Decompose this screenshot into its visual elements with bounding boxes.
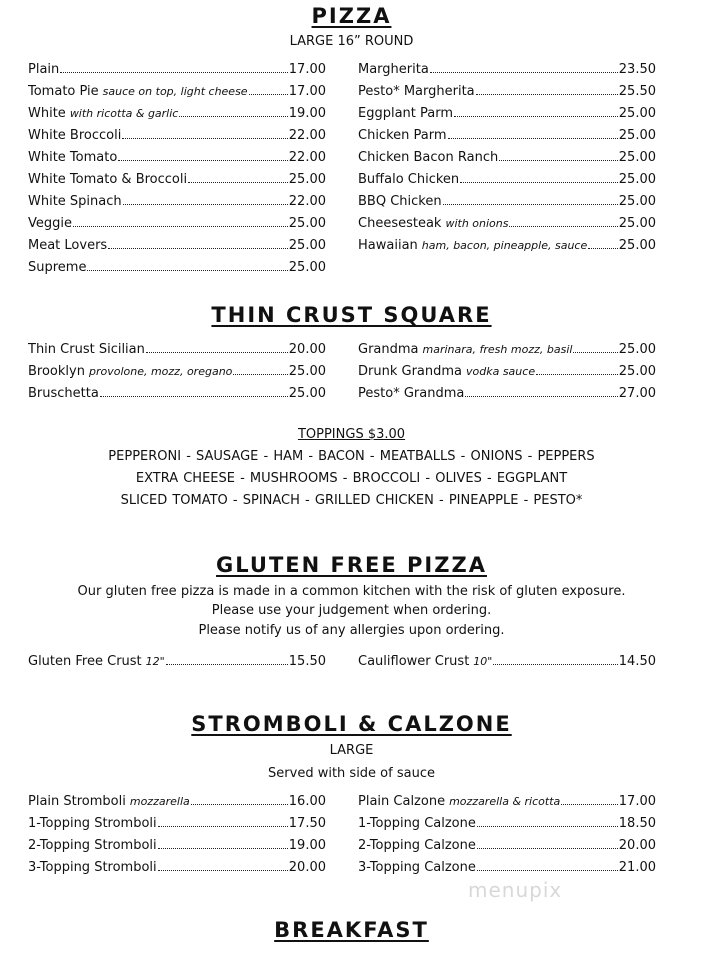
menu-item-name: Cauliflower Crust (358, 654, 470, 669)
menu-item-price: 19.00 (288, 838, 326, 853)
menu-item (358, 813, 656, 835)
thin-crust-right-column (358, 339, 656, 405)
thin-crust-left-column (28, 339, 326, 405)
menu-item-name: Gluten Free Crust (28, 654, 142, 669)
breakfast-section-title: BREAKFAST (274, 918, 429, 942)
dot-leader (87, 270, 287, 271)
menu-item-description: sauce on top, light cheese (102, 85, 248, 98)
menu-item-description: ham, bacon, pineapple, sauce (421, 239, 588, 252)
menu-item-price: 25.00 (618, 194, 656, 209)
menu-item-name: 1-Topping Calzone (358, 816, 476, 831)
menu-item (358, 59, 656, 81)
menu-item-price: 25.00 (288, 260, 326, 275)
menu-item-name: Buffalo Chicken (358, 172, 460, 187)
menu-item-price: 18.50 (618, 816, 656, 831)
menu-item (28, 383, 326, 405)
menu-item-name: Supreme (28, 260, 87, 275)
menu-item-description: with onions (445, 217, 509, 230)
dot-leader (188, 182, 288, 183)
gluten-free-section-title: GLUTEN FREE PIZZA (216, 553, 487, 577)
dot-leader (573, 352, 617, 353)
gluten-free-left-column (28, 651, 326, 673)
menu-item-name: Eggplant Parm (358, 106, 454, 121)
menu-item-description: vodka sauce (466, 365, 536, 378)
dot-leader (477, 826, 618, 827)
menu-item-name: Veggie (28, 216, 72, 231)
menu-item-name: White Spinach (28, 194, 122, 209)
menu-item-price: 25.00 (618, 106, 656, 121)
menu-item (358, 103, 656, 125)
menu-item-name: Bruschetta (28, 386, 99, 401)
dot-leader (477, 870, 618, 871)
menu-item-name: White Tomato & Broccoli (28, 172, 188, 187)
menu-item-name: Tomato Pie (28, 84, 99, 99)
menu-item-price: 25.00 (288, 172, 326, 187)
gluten-free-note-2: Please use your judgement when ordering. (211, 603, 492, 618)
menu-item-price: 20.00 (618, 838, 656, 853)
dot-leader (249, 94, 288, 95)
menu-item-price: 22.00 (288, 194, 326, 209)
menu-item (358, 191, 656, 213)
menu-item (28, 213, 326, 235)
menu-item (28, 103, 326, 125)
dot-leader (158, 870, 288, 871)
stromboli-subtitle-large: LARGE (329, 743, 374, 758)
menu-item (28, 791, 326, 813)
pizza-right-column (358, 59, 656, 257)
menu-item-price: 25.00 (618, 150, 656, 165)
dot-leader (73, 226, 288, 227)
pizza-subtitle: LARGE 16” ROUND (289, 34, 414, 49)
dot-leader (118, 160, 287, 161)
menu-item-name: Meat Lovers (28, 238, 108, 253)
menu-item (28, 147, 326, 169)
dot-leader (477, 848, 618, 849)
menu-item-name: Cheesesteak (358, 216, 442, 231)
menu-item-description: marinara, fresh mozz, basil (422, 343, 573, 356)
menu-item-description: provolone, mozz, oregano (88, 365, 233, 378)
menu-item (358, 857, 656, 879)
menu-item (358, 651, 656, 673)
calzone-right-column (358, 791, 656, 879)
dot-leader (509, 226, 617, 227)
stromboli-section-title: STROMBOLI & CALZONE (191, 712, 512, 736)
dot-leader (100, 396, 288, 397)
menu-item (358, 383, 656, 405)
menu-item (28, 169, 326, 191)
gluten-free-note-1: Our gluten free pizza is made in a common kitchen with the risk of gluten exposure. (77, 584, 626, 599)
dot-leader (191, 804, 288, 805)
menu-item-price: 23.50 (618, 62, 656, 77)
menu-item-price: 17.50 (288, 816, 326, 831)
menu-item-price: 25.00 (618, 216, 656, 231)
dot-leader (179, 116, 287, 117)
dot-leader (493, 664, 617, 665)
menu-item-price: 25.00 (618, 128, 656, 143)
dot-leader (123, 204, 288, 205)
menu-item (28, 59, 326, 81)
dot-leader (122, 138, 287, 139)
menu-item (28, 125, 326, 147)
menu-item (28, 813, 326, 835)
menu-item (358, 339, 656, 361)
menu-item-description: 12" (145, 655, 165, 668)
menu-item-name: Brooklyn (28, 364, 85, 379)
menu-item-price: 22.00 (288, 150, 326, 165)
toppings-line-2: EXTRA CHEESE - MUSHROOMS - BROCCOLI - OLIVES - EGGPLANT (135, 471, 568, 486)
gluten-free-right-column (358, 651, 656, 673)
menu-item-price: 17.00 (288, 62, 326, 77)
dot-leader (146, 352, 288, 353)
dot-leader (108, 248, 288, 249)
menu-item-name: White (28, 106, 66, 121)
stromboli-left-column (28, 791, 326, 879)
menu-item-name: White Tomato (28, 150, 118, 165)
thin-crust-section-title: THIN CRUST SQUARE (211, 303, 492, 327)
menu-item-price: 17.00 (618, 794, 656, 809)
dot-leader (158, 848, 288, 849)
menu-item-name: 2-Topping Stromboli (28, 838, 157, 853)
menu-item (28, 339, 326, 361)
menu-item-description: with ricotta & garlic (69, 107, 179, 120)
menu-item-price: 25.00 (618, 342, 656, 357)
menu-item (358, 81, 656, 103)
menu-item-description: 10" (473, 655, 493, 668)
pizza-left-column (28, 59, 326, 279)
menu-item-price: 20.00 (288, 342, 326, 357)
menu-item (28, 651, 326, 673)
menu-item (28, 835, 326, 857)
dot-leader (536, 374, 618, 375)
menu-item-name: 3-Topping Stromboli (28, 860, 157, 875)
dot-leader (430, 72, 618, 73)
dot-leader (60, 72, 288, 73)
menu-item-price: 19.00 (288, 106, 326, 121)
menu-item (28, 361, 326, 383)
dot-leader (443, 204, 618, 205)
dot-leader (476, 94, 618, 95)
menu-item-price: 21.00 (618, 860, 656, 875)
menu-item (28, 81, 326, 103)
menu-item-name: 2-Topping Calzone (358, 838, 476, 853)
dot-leader (233, 374, 287, 375)
menu-item (358, 791, 656, 813)
menu-item-name: BBQ Chicken (358, 194, 442, 209)
menu-item-description: mozzarella & ricotta (449, 795, 561, 808)
menu-item-price: 25.00 (618, 364, 656, 379)
menu-item (28, 257, 326, 279)
menu-item-price: 25.00 (288, 364, 326, 379)
toppings-line-1: PEPPERONI - SAUSAGE - HAM - BACON - MEATBALLS - ONIONS - PEPPERS (108, 449, 595, 464)
toppings-title: TOPPINGS $3.00 (297, 427, 406, 442)
gluten-free-note-3: Please notify us of any allergies upon ordering. (198, 623, 505, 638)
menu-item-name: Hawaiian (358, 238, 418, 253)
menu-item-name: Thin Crust Sicilian (28, 342, 145, 357)
menu-item (358, 235, 656, 257)
menu-item-price: 25.50 (618, 84, 656, 99)
menu-item-price: 22.00 (288, 128, 326, 143)
toppings-line-3: SLICED TOMATO - SPINACH - GRILLED CHICKEN - PINEAPPLE - PESTO* (120, 493, 583, 508)
stromboli-subtitle-sauce: Served with side of sauce (268, 766, 435, 781)
menu-item-name: Chicken Bacon Ranch (358, 150, 499, 165)
menu-item-price: 25.00 (618, 172, 656, 187)
menu-item-name: White Broccoli (28, 128, 122, 143)
menu-item-description: mozzarella (129, 795, 190, 808)
menu-item (358, 361, 656, 383)
dot-leader (561, 804, 618, 805)
dot-leader (454, 116, 618, 117)
dot-leader (588, 248, 618, 249)
dot-leader (499, 160, 618, 161)
menu-item-name: Chicken Parm (358, 128, 447, 143)
menu-item (358, 169, 656, 191)
menu-item-name: Pesto* Margherita (358, 84, 475, 99)
menu-item-price: 20.00 (288, 860, 326, 875)
menu-item-price: 14.50 (618, 654, 656, 669)
menu-item-price: 25.00 (618, 238, 656, 253)
menu-item (358, 147, 656, 169)
menu-item-name: Plain Calzone (358, 794, 446, 809)
menu-item-price: 15.50 (288, 654, 326, 669)
menu-item-price: 27.00 (618, 386, 656, 401)
menu-item (358, 125, 656, 147)
menu-item-name: Grandma (358, 342, 419, 357)
menu-item (358, 213, 656, 235)
menu-item-price: 17.00 (288, 84, 326, 99)
menu-item-name: Plain Stromboli (28, 794, 126, 809)
menu-item-price: 25.00 (288, 386, 326, 401)
dot-leader (465, 396, 617, 397)
menu-item (358, 835, 656, 857)
dot-leader (460, 182, 618, 183)
menu-item-price: 25.00 (288, 238, 326, 253)
menu-item-name: 3-Topping Calzone (358, 860, 476, 875)
pizza-section-title: PIZZA (311, 4, 392, 28)
dot-leader (448, 138, 618, 139)
menu-item-name: Margherita (358, 62, 429, 77)
dot-leader (166, 664, 288, 665)
menu-item-name: Pesto* Grandma (358, 386, 465, 401)
menu-item (28, 191, 326, 213)
menu-item-price: 16.00 (288, 794, 326, 809)
menu-item (28, 235, 326, 257)
menu-item-name: 1-Topping Stromboli (28, 816, 157, 831)
menupix-watermark: menupix (468, 878, 563, 902)
menu-item-name: Drunk Grandma (358, 364, 462, 379)
menu-item-name: Plain (28, 62, 60, 77)
menu-item-price: 25.00 (288, 216, 326, 231)
menu-item (28, 857, 326, 879)
dot-leader (158, 826, 288, 827)
